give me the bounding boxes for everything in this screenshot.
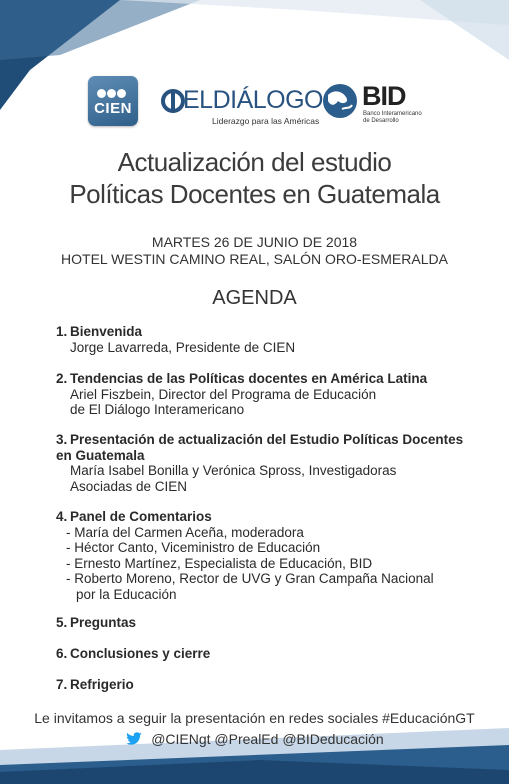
agenda-item-number: 1.	[56, 324, 68, 339]
title-line-1: Actualización del estudio	[117, 147, 392, 177]
panel-member: - Roberto Moreno, Rector de UVG y Gran Campaña Nacional	[66, 571, 434, 586]
dialogo-tagline: Liderazgo para las Américas	[212, 116, 320, 126]
cien-logo-text: CIEN	[94, 100, 132, 117]
agenda-item-number: 2.	[56, 371, 68, 386]
panel-member: - María del Carmen Aceña, moderadora	[66, 524, 304, 540]
agenda-item-2	[56, 371, 496, 418]
agenda-heading: AGENDA	[212, 287, 297, 309]
agenda-item-detail: Asociadas de CIEN	[70, 478, 188, 494]
bid-logo-text: BID	[362, 81, 406, 111]
agenda-item-1	[56, 324, 496, 355]
agenda-item-number: 4.	[56, 509, 68, 524]
agenda-item-title: Preguntas	[70, 615, 137, 630]
agenda-item-title: Conclusiones y cierre	[70, 646, 211, 661]
twitter-icon	[125, 732, 143, 746]
title-line-2: Políticas Docentes en Guatemala	[69, 179, 440, 209]
agenda-item-number: 6.	[56, 646, 68, 661]
agenda-item-title: Refrigerio	[70, 677, 134, 692]
agenda-item-detail: Ariel Fiszbein, Director del Programa de Educación	[70, 386, 377, 402]
agenda-item-title: Bienvenida	[70, 324, 143, 339]
agenda-item-title-continued: en Guatemala	[56, 447, 145, 463]
panel-member-continued: por la Educación	[76, 586, 177, 602]
agenda-item-title: Tendencias de las Políticas docentes en América Latina	[70, 371, 428, 386]
agenda-item-5	[56, 615, 496, 631]
dialogo-logo-text: ELDIÁLOGO	[183, 86, 323, 114]
social-invitation: Le invitamos a seguir la presentación en redes sociales #EducaciónGT	[34, 710, 475, 726]
agenda-item-detail: Jorge Lavarreda, Presidente de CIEN	[70, 339, 296, 355]
agenda-item-3	[56, 432, 496, 494]
social-handles	[0, 731, 509, 747]
el-dialogo-logo	[160, 86, 323, 126]
agenda-item-detail: María Isabel Bonilla y Verónica Spross, Investigadoras	[70, 463, 397, 478]
cien-logo	[88, 76, 138, 126]
agenda-item-number: 5.	[56, 615, 68, 630]
agenda-item-number: 3.	[56, 432, 68, 447]
bid-globe-icon	[320, 81, 360, 121]
agenda-item-detail: de El Diálogo Interamericano	[70, 402, 245, 417]
social-handles-text: @CIENgt @PrealEd @BIDeducación	[151, 731, 384, 747]
panel-member: - Ernesto Martínez, Especialista de Educación, BID	[66, 555, 373, 571]
agenda-item-title: Presentación de actualización del Estudio Políticas Docentes	[70, 432, 464, 447]
bid-logo	[320, 81, 430, 126]
event-date: MARTES 26 DE JUNIO DE 2018	[151, 234, 358, 250]
event-venue: HOTEL WESTIN CAMINO REAL, SALÓN ORO-ESMERALDA	[61, 251, 448, 267]
agenda-item-7	[56, 677, 496, 693]
agenda-item-title: Panel de Comentarios	[70, 509, 212, 524]
agenda-item-6	[56, 646, 496, 662]
agenda-item-4	[56, 509, 496, 602]
bid-logo-subtitle: Banco Interamericano de Desarrollo	[363, 111, 422, 124]
agenda-item-number: 7.	[56, 677, 68, 692]
logo-row	[0, 76, 509, 131]
event-info	[0, 234, 509, 268]
panel-member: - Héctor Canto, Viceministro de Educación	[66, 540, 321, 555]
page-title	[0, 146, 509, 210]
